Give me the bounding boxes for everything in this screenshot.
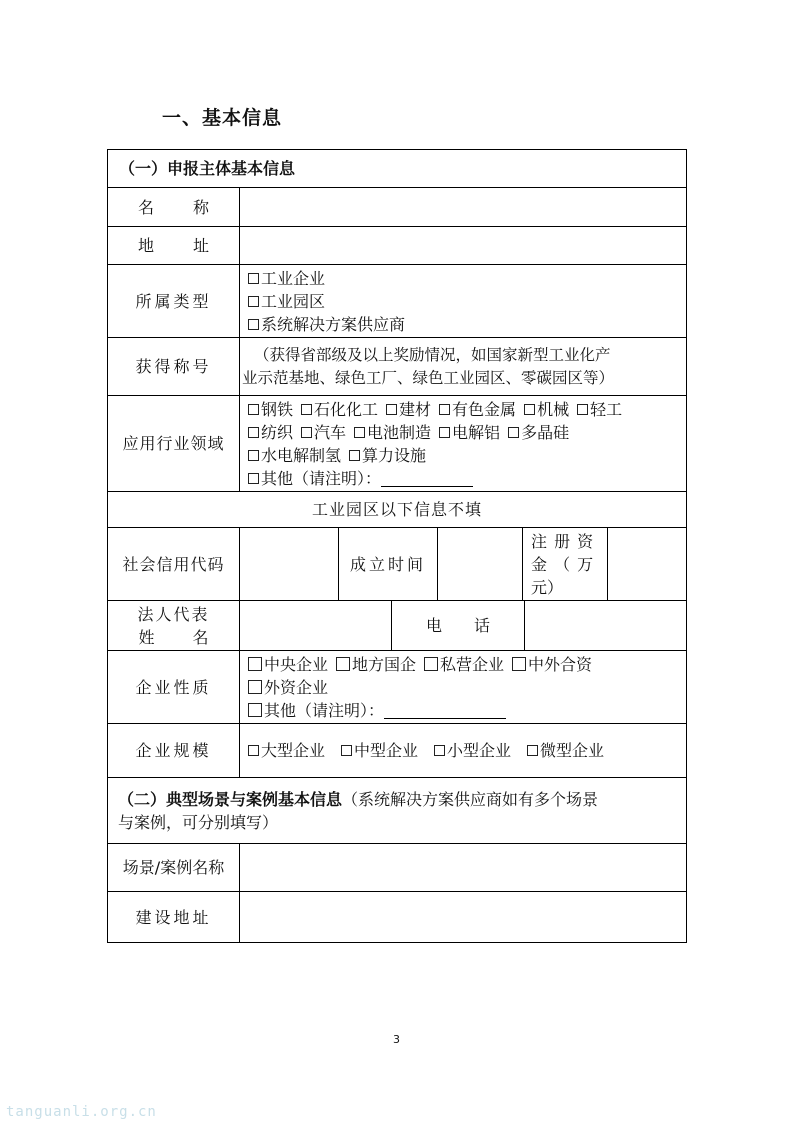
industry-option-nonferrous[interactable]: 有色金属 xyxy=(439,400,516,419)
founded-label: 成立时间 xyxy=(349,554,426,574)
nature-option-foreign[interactable]: 外资企业 xyxy=(248,678,328,697)
name-field[interactable] xyxy=(240,188,686,226)
checkbox-icon[interactable] xyxy=(439,404,450,415)
checkbox-icon[interactable] xyxy=(349,450,360,461)
nature-option-private[interactable]: 私营企业 xyxy=(424,655,504,674)
industry-option-building[interactable]: 建材 xyxy=(386,400,431,419)
industry-option-other[interactable]: 其他（请注明）： xyxy=(248,467,473,490)
industry-option-auto[interactable]: 汽车 xyxy=(301,423,346,442)
other-input-line[interactable] xyxy=(381,470,473,487)
phone-label: 电 话 xyxy=(426,616,490,635)
type-label: 所属类型 xyxy=(135,291,212,311)
page-number: 3 xyxy=(393,1033,400,1046)
nature-label: 企业性质 xyxy=(135,677,212,697)
checkbox-icon[interactable] xyxy=(341,745,352,756)
industry-option-steel[interactable]: 钢铁 xyxy=(248,400,293,419)
checkbox-icon[interactable] xyxy=(439,427,450,438)
phone-field[interactable] xyxy=(525,601,686,650)
honor-label: 获得称号 xyxy=(135,357,212,376)
founded-field[interactable] xyxy=(438,528,522,600)
industry-option-hydrogen[interactable]: 水电解制氢 xyxy=(248,446,341,465)
case-name-label: 场景/案例名称 xyxy=(122,858,225,877)
address-field[interactable] xyxy=(240,227,686,264)
nature-option-joint[interactable]: 中外合资 xyxy=(512,655,592,674)
checkbox-icon[interactable] xyxy=(248,473,259,484)
industry-option-textile[interactable]: 纺织 xyxy=(248,423,293,442)
checkbox-icon[interactable] xyxy=(248,680,262,694)
scale-options xyxy=(240,724,686,777)
checkbox-icon[interactable] xyxy=(248,745,259,756)
checkbox-icon[interactable] xyxy=(248,657,262,671)
type-option-park[interactable]: 工业园区 xyxy=(248,290,325,313)
checkbox-icon[interactable] xyxy=(248,450,259,461)
checkbox-icon[interactable] xyxy=(248,427,259,438)
checkbox-icon[interactable] xyxy=(527,745,538,756)
credit-code-label: 社会信用代码 xyxy=(122,554,225,574)
scale-option-large[interactable]: 大型企业 xyxy=(248,739,325,762)
checkbox-icon[interactable] xyxy=(386,404,397,415)
scale-label: 企业规模 xyxy=(135,741,212,760)
capital-label: 注 册 资 金 （ 万 元） xyxy=(531,531,595,597)
checkbox-icon[interactable] xyxy=(248,404,259,415)
industry-option-light[interactable]: 轻工 xyxy=(577,400,622,419)
checkbox-icon[interactable] xyxy=(508,427,519,438)
industry-option-aluminum[interactable]: 电解铝 xyxy=(439,423,500,442)
checkbox-icon[interactable] xyxy=(301,427,312,438)
industry-option-machinery[interactable]: 机械 xyxy=(524,400,569,419)
scale-option-small[interactable]: 小型企业 xyxy=(434,739,511,762)
other-input-line[interactable] xyxy=(384,702,506,719)
checkbox-icon[interactable] xyxy=(248,319,259,330)
watermark: tanguanli.org.cn xyxy=(6,1104,157,1120)
construction-address-label: 建设地址 xyxy=(135,907,212,927)
case-name-field[interactable] xyxy=(240,844,686,891)
industry-option-polysilicon[interactable]: 多晶硅 xyxy=(508,423,569,442)
checkbox-icon[interactable] xyxy=(512,657,526,671)
nature-option-central[interactable]: 中央企业 xyxy=(248,655,328,674)
industry-option-battery[interactable]: 电池制造 xyxy=(354,423,431,442)
industry-option-computing[interactable]: 算力设施 xyxy=(349,446,426,465)
checkbox-icon[interactable] xyxy=(301,404,312,415)
capital-field[interactable] xyxy=(608,528,686,600)
section-heading: 一、基本信息 xyxy=(162,107,283,129)
credit-code-field[interactable] xyxy=(240,528,338,600)
nature-options xyxy=(240,651,686,723)
legal-rep-label: 法人代表 姓 名 xyxy=(137,604,210,647)
industry-label: 应用行业领域 xyxy=(122,434,225,453)
checkbox-icon[interactable] xyxy=(248,703,262,717)
park-note: 工业园区以下信息不填 xyxy=(311,500,482,519)
scale-option-medium[interactable]: 中型企业 xyxy=(341,739,418,762)
basic-info-form xyxy=(107,149,687,943)
industry-option-petrochem[interactable]: 石化化工 xyxy=(301,400,378,419)
checkbox-icon[interactable] xyxy=(354,427,365,438)
address-label: 地 址 xyxy=(138,236,209,255)
type-options xyxy=(240,265,686,337)
checkbox-icon[interactable] xyxy=(524,404,535,415)
checkbox-icon[interactable] xyxy=(336,657,350,671)
section2-title: （二）典型场景与案例基本信息（系统解决方案供应商如有多个场景 与案例，可分别填写） xyxy=(118,789,599,832)
construction-address-field[interactable] xyxy=(240,892,686,942)
checkbox-icon[interactable] xyxy=(434,745,445,756)
industry-options xyxy=(240,396,686,491)
checkbox-icon[interactable] xyxy=(424,657,438,671)
scale-option-micro[interactable]: 微型企业 xyxy=(527,739,604,762)
type-option-solution-provider[interactable]: 系统解决方案供应商 xyxy=(248,313,405,336)
honor-hint[interactable]: （获得省部级及以上奖励情况，如国家新型工业化产 业示范基地、绿色工厂、绿色工业园区、零碳园区等） xyxy=(242,345,615,387)
nature-option-local-soe[interactable]: 地方国企 xyxy=(336,655,416,674)
nature-option-other[interactable]: 其他（请注明）： xyxy=(248,699,506,722)
legal-rep-field[interactable] xyxy=(240,601,391,650)
checkbox-icon[interactable] xyxy=(248,296,259,307)
checkbox-icon[interactable] xyxy=(577,404,588,415)
section1-title: （一）申报主体基本信息 xyxy=(119,159,296,178)
name-label: 名 称 xyxy=(138,197,209,217)
checkbox-icon[interactable] xyxy=(248,273,259,284)
type-option-industrial[interactable]: 工业企业 xyxy=(248,267,325,290)
